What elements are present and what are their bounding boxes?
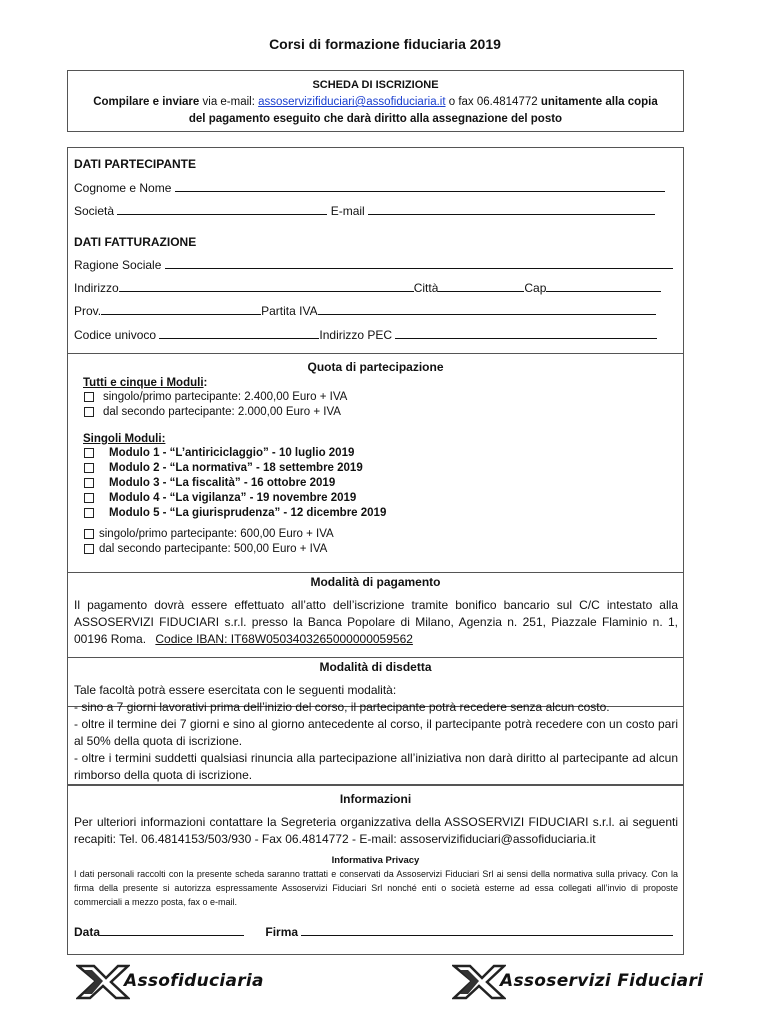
codice-field[interactable] (159, 328, 319, 339)
single-option-2[interactable] (84, 543, 327, 555)
checkbox[interactable] (84, 478, 94, 488)
info-heading: Informazioni (339, 792, 412, 806)
option-label: dal secondo partecipante: 500,00 Euro + IVA (99, 543, 328, 555)
piva-label: Partita IVA (261, 304, 318, 318)
cancel-item: - oltre i termini suddetti qualsiasi rinuncia alla partecipazione all’iniziativa non darà diritto al partecipante ad alcun rimborso della quota di iscrizione. (74, 751, 678, 782)
firma-label: Firma (265, 925, 299, 939)
payment-heading: Modalità di pagamento (310, 575, 441, 589)
billing-heading: DATI FATTURAZIONE (74, 235, 197, 249)
checkbox[interactable] (84, 448, 94, 458)
prov-field[interactable] (101, 304, 261, 315)
module-label: Modulo 2 - “La normativa” - 18 settembre 2019 (109, 462, 363, 474)
option-label: singolo/primo partecipante: 600,00 Euro + IVA (99, 528, 334, 540)
checkbox[interactable] (84, 463, 94, 473)
divider (68, 657, 683, 658)
cap-label: Cap (524, 281, 547, 295)
email-field[interactable] (368, 204, 655, 215)
privacy-heading: Informativa Privacy (331, 855, 420, 866)
document-title: Corsi di formazione fiduciaria 2019 (269, 36, 501, 52)
citta-field[interactable] (438, 281, 524, 292)
fax-text: o fax 06.4814772 (445, 96, 541, 108)
module-3-option[interactable] (84, 477, 335, 489)
cancel-heading: Modalità di disdetta (319, 660, 432, 674)
assoservizi-wordmark: Assoservizi Fiduciari (500, 971, 704, 991)
email-link[interactable]: assoservizifiduciari@assofiduciaria.it (258, 96, 446, 108)
module-4-option[interactable] (84, 492, 356, 504)
prov-label: Prov. (74, 304, 102, 318)
all-option-1[interactable] (84, 391, 347, 403)
iban-code: Codice IBAN: IT68W0503403265000000059562 (155, 632, 413, 646)
module-label: Modulo 1 - “L’antiriciclaggio” - 10 luglio 2019 (109, 447, 355, 459)
all-modules-title-text: Tutti e cinque i Moduli (83, 377, 204, 389)
option-label: singolo/primo partecipante: 2.400,00 Euro + IVA (103, 391, 348, 403)
pec-field[interactable] (395, 328, 657, 339)
indirizzo-row (74, 281, 661, 295)
firma-field[interactable] (301, 925, 673, 936)
privacy-text: I dati personali raccolti con la presente scheda saranno trattati e conservati da Assoservizi Fiduciari Srl ai sensi della normativa sulla privacy. Con la firma della presente si autorizza espressamente Assoservizi Fiduciari Srl nonché enti o società esterne ad essa collegati all’invio di proposte commerciali a mezzo posta, fax o e-mail. (74, 869, 678, 907)
pec-label: Indirizzo PEC (319, 328, 393, 342)
ragione-row (74, 258, 673, 272)
assoservizi-logo (452, 962, 703, 1000)
payment-text (74, 597, 678, 648)
assofiduciaria-logo (76, 962, 264, 1000)
email-label: E-mail (330, 204, 365, 218)
registration-header-box (67, 70, 684, 132)
indirizzo-label: Indirizzo (74, 281, 119, 295)
data-field[interactable] (100, 925, 244, 936)
divider (68, 353, 683, 354)
prov-row (74, 304, 656, 318)
societa-row (74, 204, 655, 218)
cap-field[interactable] (546, 281, 661, 292)
cognome-field[interactable] (175, 181, 665, 192)
all-option-2[interactable] (84, 406, 341, 418)
single-modules-title: Singoli Moduli: (83, 433, 166, 445)
cognome-row (74, 181, 665, 195)
indirizzo-field[interactable] (119, 281, 414, 292)
instructions-text: via e-mail: (199, 96, 259, 108)
checkbox[interactable] (84, 508, 94, 518)
checkbox[interactable] (84, 392, 94, 402)
instructions-line-2: del pagamento eseguito che darà diritto alla assegnazione del posto (188, 113, 563, 125)
societa-label: Società (74, 204, 115, 218)
data-label: Data (74, 925, 101, 939)
info-text: Per ulteriori informazioni contattare la Segreteria organizzativa della ASSOSERVIZI FIDUCIARI s.r.l. ai seguenti recapiti: Tel. 06.4814153/503/930 - Fax 06.4814772 - E-mail: assoservizifiduciari@assofiduciaria.it (74, 815, 678, 846)
cancel-box (67, 657, 684, 785)
all-modules-title (83, 377, 207, 389)
payment-paragraph: Il pagamento dovrà essere effettuato all’atto dell’iscrizione tramite bonifico bancario sul C/C intestato alla ASSOSERVIZI FIDUCIARI s.r.l. presso la Banca Popolare di Milano, Agenzia n. 251, Piazzale Flaminio n. 1, 00196 Roma. (74, 598, 678, 646)
codice-label: Codice univoco (74, 328, 157, 342)
societa-field[interactable] (117, 204, 327, 215)
checkbox[interactable] (84, 407, 94, 417)
instructions-bold: Compilare e inviare (93, 96, 200, 108)
module-label: Modulo 5 - “La giurisprudenza” - 12 dicembre 2019 (109, 507, 387, 519)
module-1-option[interactable] (84, 447, 354, 459)
checkbox[interactable] (84, 493, 94, 503)
divider (68, 572, 683, 573)
form-heading: SCHEDA DI ISCRIZIONE (312, 79, 439, 91)
cancel-item: - sino a 7 giorni lavorativi prima dell’inizio del corso, il partecipante potrà recedere senza alcun costo. (74, 700, 610, 714)
citta-label: Città (413, 281, 439, 295)
assofiduciaria-wordmark: Assofiduciaria (124, 971, 264, 991)
checkbox[interactable] (84, 529, 94, 539)
assofiduciaria-logo-mark (76, 962, 130, 1000)
instructions-bold-2: unitamente alla copia (540, 96, 658, 108)
ragione-label: Ragione Sociale (74, 258, 162, 272)
quota-heading: Quota di partecipazione (307, 360, 444, 374)
checkbox[interactable] (84, 544, 94, 554)
participant-box (67, 147, 684, 707)
info-box (67, 785, 684, 955)
assoservizi-logo-mark (452, 962, 506, 1000)
option-label: dal secondo partecipante: 2.000,00 Euro + IVA (103, 406, 341, 418)
cancel-intro: Tale facoltà potrà essere esercitata con le seguenti modalità: (74, 683, 397, 697)
module-label: Modulo 4 - “La vigilanza” - 19 novembre 2019 (109, 492, 357, 504)
ragione-field[interactable] (165, 258, 673, 269)
all-modules-colon: : (203, 377, 208, 389)
module-5-option[interactable] (84, 507, 386, 519)
signature-row (74, 925, 673, 939)
cancel-text (74, 682, 678, 784)
instructions-line-1 (68, 94, 683, 110)
piva-field[interactable] (318, 304, 656, 315)
cancel-item: - oltre il termine dei 7 giorni e sino al giorno antecedente al corso, il partecipante potrà recedere con un costo pari al 50% della quota di iscrizione. (74, 717, 678, 748)
module-label: Modulo 3 - “La fiscalità” - 16 ottobre 2019 (109, 477, 336, 489)
cognome-label: Cognome e Nome (74, 181, 172, 195)
participant-heading: DATI PARTECIPANTE (74, 157, 196, 171)
module-2-option[interactable] (84, 462, 363, 474)
single-option-1[interactable] (84, 528, 334, 540)
codice-row (74, 328, 657, 342)
